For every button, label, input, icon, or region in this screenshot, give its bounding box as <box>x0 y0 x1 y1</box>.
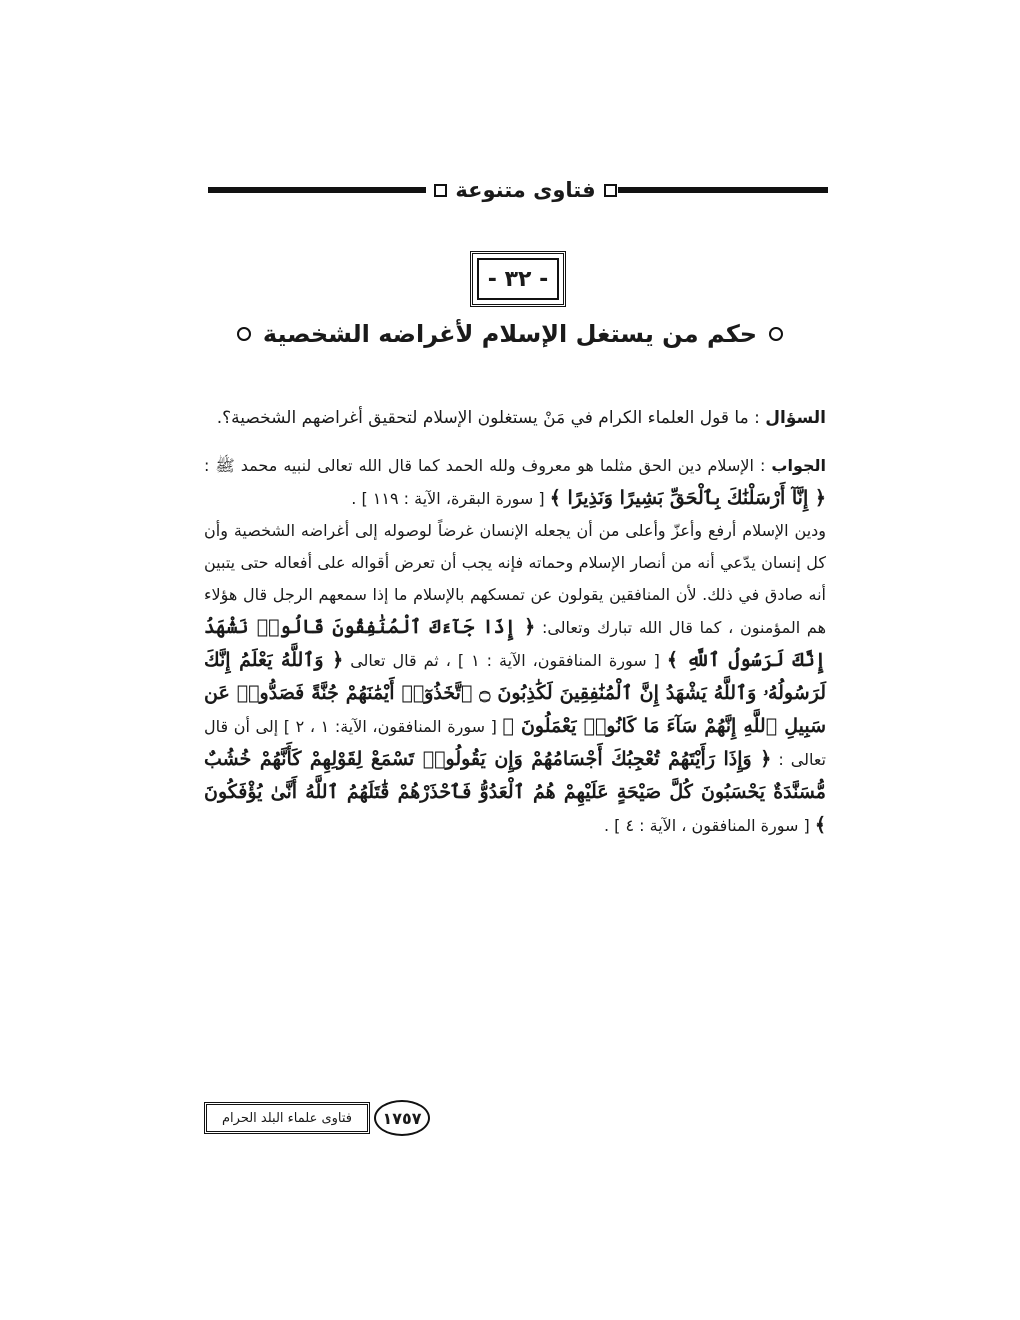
header-title: فتاوى متنوعة <box>455 178 596 202</box>
answer-intro: : الإسلام دين الحق مثلما هو معروف ولله الحمد كما قال الله تعالى لنبيه محمد ﷺ : <box>204 456 772 475</box>
fatwa-number-box <box>470 251 566 307</box>
square-ornament-icon <box>434 184 447 197</box>
quran-verse-munafiqun-4: ﴿ وَإِذَا رَأَيْتَهُمْ تُعْجِبُكَ أَجْسَامُهُمْ وَإِن يَقُولُوا۟ تَسْمَعْ لِقَوْلِهِمْ كَأَنَّهُمْ خُشُبٌ مُّسَنَّدَةٌ يَحْسَبُونَ كُلَّ صَيْحَةٍ عَلَيْهِمْ هُمُ ٱلْعَدُوُّ فَٱحْذَرْهُمْ قَٰتَلَهُمُ ٱللَّهُ أَنَّىٰ يُؤْفَكُونَ ﴾ <box>204 748 826 836</box>
verse-reference: [ سورة المنافقون ، الآية : ٤ ] . <box>603 816 815 835</box>
answer-body-text: ودين الإسلام أرفع وأعزّ وأعلى من أن يجعله الإنسان غرضاً لوصوله إلى أغراضه الشخصية وأن كل إنسان يدّعي أنه من أنصار الإسلام وحماته فإنه يجب أن تعرض أقواله على أفعاله حتى يتبين أنه صادق في ذلك. لأن المنافقين يقولون عن تمسكهم بالإسلام ما إذا سمعهم الرجل قال هؤلاء هم المؤمنون ، كما قال الله تبارك وتعالى: <box>204 521 827 637</box>
square-ornament-icon <box>604 184 617 197</box>
verse-reference: [ سورة المنافقون، الآية: ١ ، ٢ ] إلى أن قال تعالى : <box>204 717 826 769</box>
question-paragraph <box>204 402 826 434</box>
quran-verse-munafiqun-1-2: ﴿ وَٱللَّهُ يَعْلَمُ إِنَّكَ لَرَسُولُهُۥ وَٱللَّهُ يَشْهَدُ إِنَّ ٱلْمُنَٰفِقِينَ لَكَٰذِبُونَ ۝ ٱتَّخَذُوٓا۟ أَيْمَٰنَهُمْ جُنَّةً فَصَدُّوا۟ عَن سَبِيلِ ٱللَّهِ إِنَّهُمْ سَآءَ مَا كَانُوا۟ يَعْمَلُونَ ﴾ <box>204 649 827 737</box>
header-rule-right <box>618 187 828 193</box>
page-number: ١٧٥٧ <box>374 1100 430 1136</box>
quran-verse-baqarah: ﴿ إِنَّآ أَرْسَلْنَٰكَ بِٱلْحَقِّ بَشِيرًا وَنَذِيرًا ﴾ <box>549 487 826 509</box>
fatwa-number: - ٣٢ - <box>477 258 559 300</box>
fatwa-title: حكم من يستغل الإسلام لأغراضه الشخصية <box>262 320 758 348</box>
answer-paragraph-1 <box>204 450 826 515</box>
footer-book-title: فتاوى علماء البلد الحرام <box>204 1102 370 1134</box>
quran-verse-munafiqun-1: ﴿ إِذَا جَآءَكَ ٱلْمُنَٰفِقُونَ قَالُوا۟ نَشْهَدُ إِنَّكَ لَرَسُولُ ٱللَّهِ ﴾ <box>204 616 826 671</box>
page-header <box>208 172 828 208</box>
verse-reference: [ سورة البقرة، الآية : ١١٩ ] . <box>351 489 550 508</box>
circle-ornament-icon <box>769 327 783 341</box>
page-footer <box>204 1100 430 1138</box>
question-label: السؤال <box>765 408 826 428</box>
verse-reference: [ سورة المنافقون، الآية : ١ ] ، ثم قال تعالى <box>343 651 667 670</box>
circle-ornament-icon <box>237 327 251 341</box>
fatwa-title-row <box>200 314 820 354</box>
answer-label: الجواب <box>771 456 826 475</box>
header-title-group <box>433 172 618 208</box>
question-text: : ما قول العلماء الكرام في مَنْ يستغلون الإسلام لتحقيق أغراضهم الشخصية؟. <box>216 408 766 428</box>
fatwa-body <box>204 402 826 842</box>
answer-paragraph-2 <box>204 515 826 842</box>
header-rule-left <box>208 187 426 193</box>
